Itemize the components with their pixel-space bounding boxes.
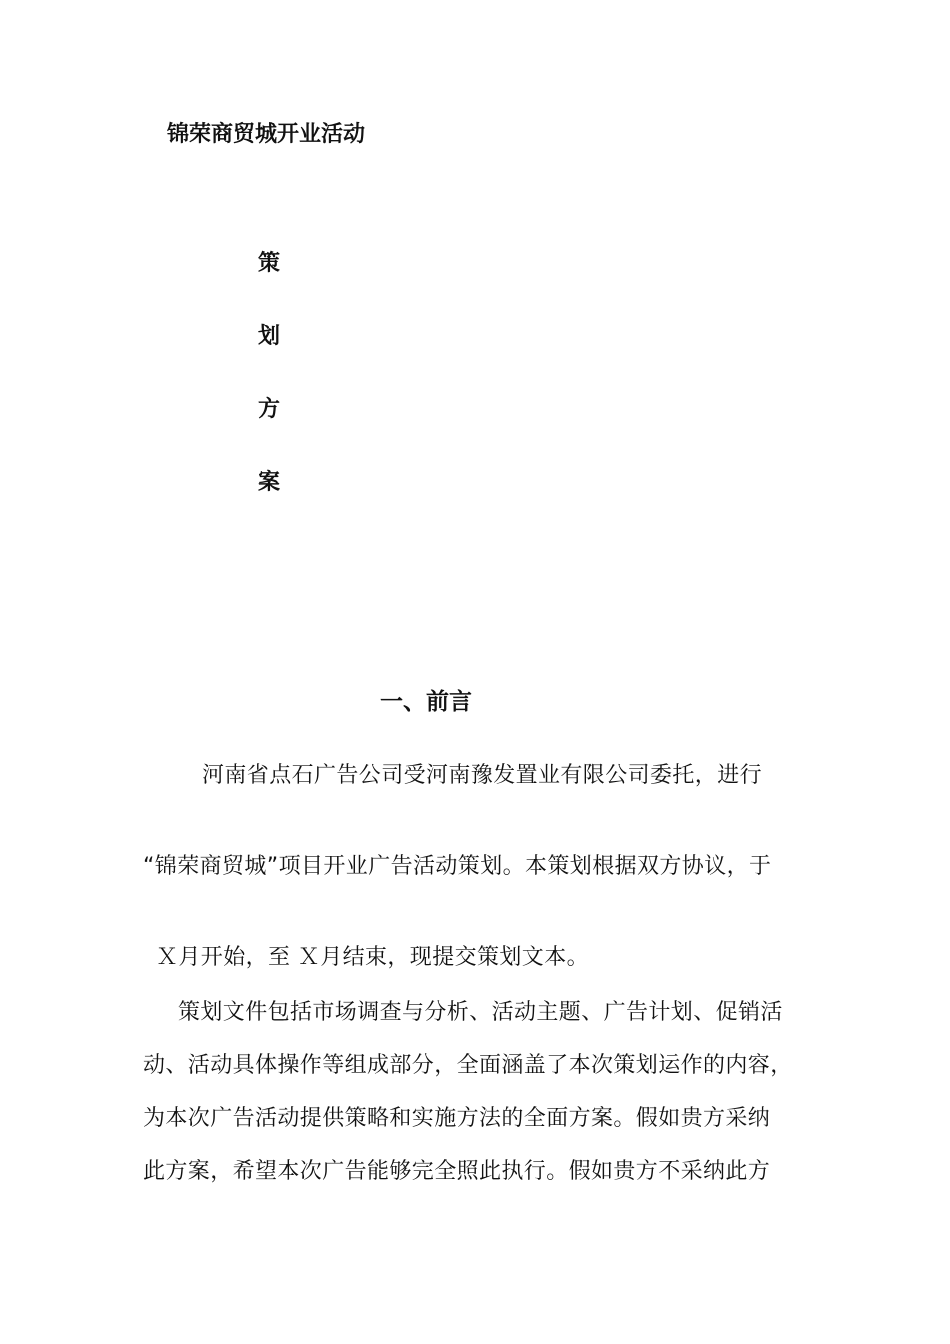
section-heading: 一、前言 — [380, 689, 472, 715]
paragraph-line: “锦荣商贸城”项目开业广告活动策划。本策划根据双方协议，于 — [143, 854, 772, 879]
subtitle-char-4: 案 — [258, 470, 281, 495]
subtitle-char-2: 划 — [258, 324, 281, 349]
document-title: 锦荣商贸城开业活动 — [167, 122, 366, 147]
paragraph-line: Ｘ月开始，至 Ｘ月结束，现提交策划文本。 — [156, 945, 589, 970]
paragraph-line: 河南省点石广告公司受河南豫发置业有限公司委托，进行 — [202, 763, 763, 788]
subtitle-char-3: 方 — [258, 397, 281, 422]
paragraph-line: 策划文件包括市场调查与分析、活动主题、广告计划、促销活 — [178, 1000, 783, 1025]
subtitle-char-1: 策 — [258, 251, 281, 276]
paragraph-line: 动、活动具体操作等组成部分，全面涵盖了本次策划运作的内容， — [143, 1053, 793, 1078]
paragraph-line: 为本次广告活动提供策略和实施方法的全面方案。假如贵方采纳 — [143, 1106, 771, 1131]
paragraph-line: 此方案，希望本次广告能够完全照此执行。假如贵方不采纳此方 — [143, 1159, 771, 1184]
